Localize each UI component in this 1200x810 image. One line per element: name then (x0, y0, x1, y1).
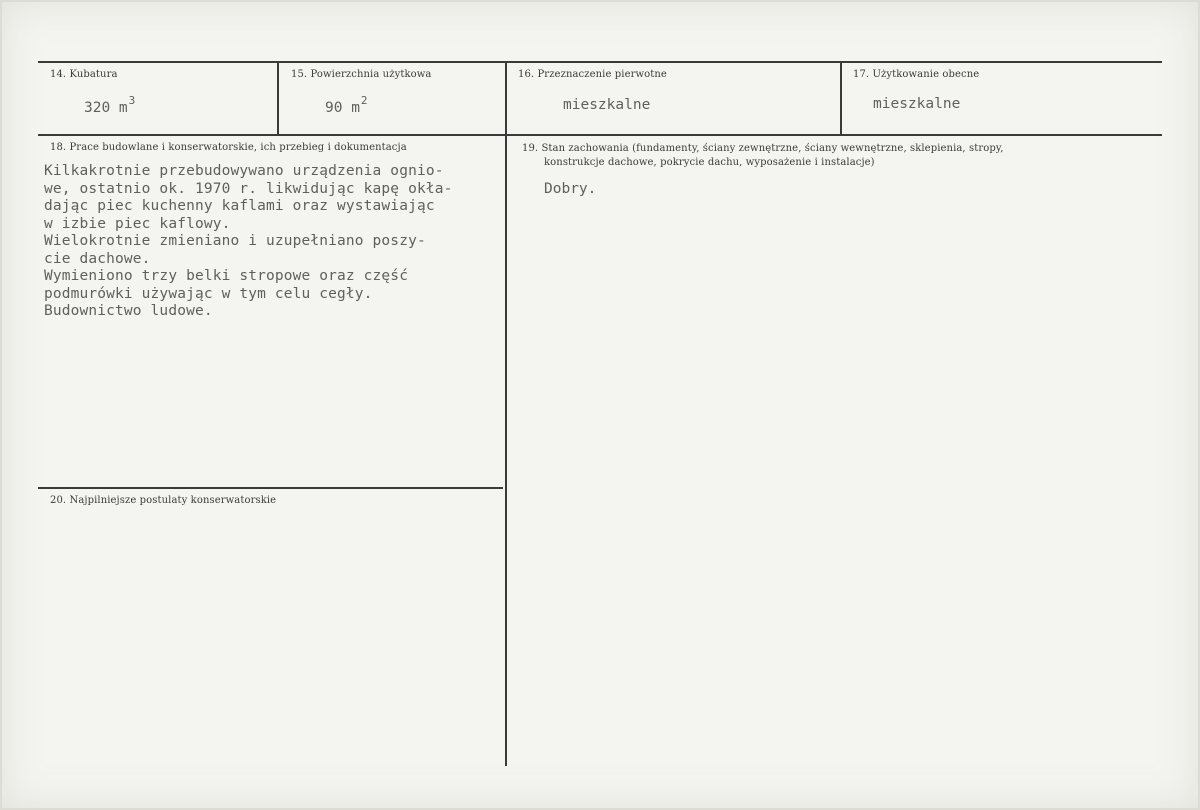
field-14-exponent: 3 (128, 94, 136, 107)
field-17-value: mieszkalne (873, 96, 961, 112)
field-18-label: 18. Prace budowlane i konserwatorskie, ich przebieg i dokumentacja (50, 142, 407, 153)
field-19-label-line1: 19. Stan zachowania (fundamenty, ściany zewnętrzne, ściany wewnętrzne, sklepienia, stropy, (522, 143, 1004, 154)
divider-14-15 (277, 61, 279, 136)
field-17-label: 17. Użytkowanie obecne (853, 69, 980, 80)
field-16-label: 16. Przeznaczenie pierwotne (518, 69, 667, 80)
section-18-bottom-rule (38, 487, 503, 489)
divider-16-17 (840, 61, 842, 136)
field-20-label: 20. Najpilniejsze postulaty konserwatorskie (50, 495, 277, 506)
header-row-rule (38, 134, 1162, 136)
field-19-label-line2: konstrukcje dachowe, pokrycie dachu, wyposażenie i instalacje) (544, 157, 875, 168)
field-15-value (325, 96, 368, 116)
field-18-text: Kilkakrotnie przebudowywano urządzenia ognio- we, ostatnio ok. 1970 r. likwidując kapę okła- dając piec kuchenny kaflami oraz wystawiając w izbie piec kaflowy. Wielokrotnie zmieniano i uzupełniano poszy- cie dachowe. Wymieniono trzy belki stropowe oraz część podmurówki używając w tym celu cegły. Budownictwo ludowe. (44, 163, 453, 319)
field-14-label: 14. Kubatura (50, 69, 118, 80)
field-16-value: mieszkalne (563, 97, 651, 113)
divider-15-16 (505, 61, 507, 766)
top-rule (38, 61, 1162, 63)
field-15-value-text: 90 m (325, 99, 360, 116)
field-15-exponent: 2 (360, 94, 368, 107)
field-19-value: Dobry. (544, 181, 597, 197)
field-15-label: 15. Powierzchnia użytkowa (291, 69, 432, 80)
field-14-value (84, 96, 135, 116)
field-14-value-text: 320 m (84, 99, 128, 116)
